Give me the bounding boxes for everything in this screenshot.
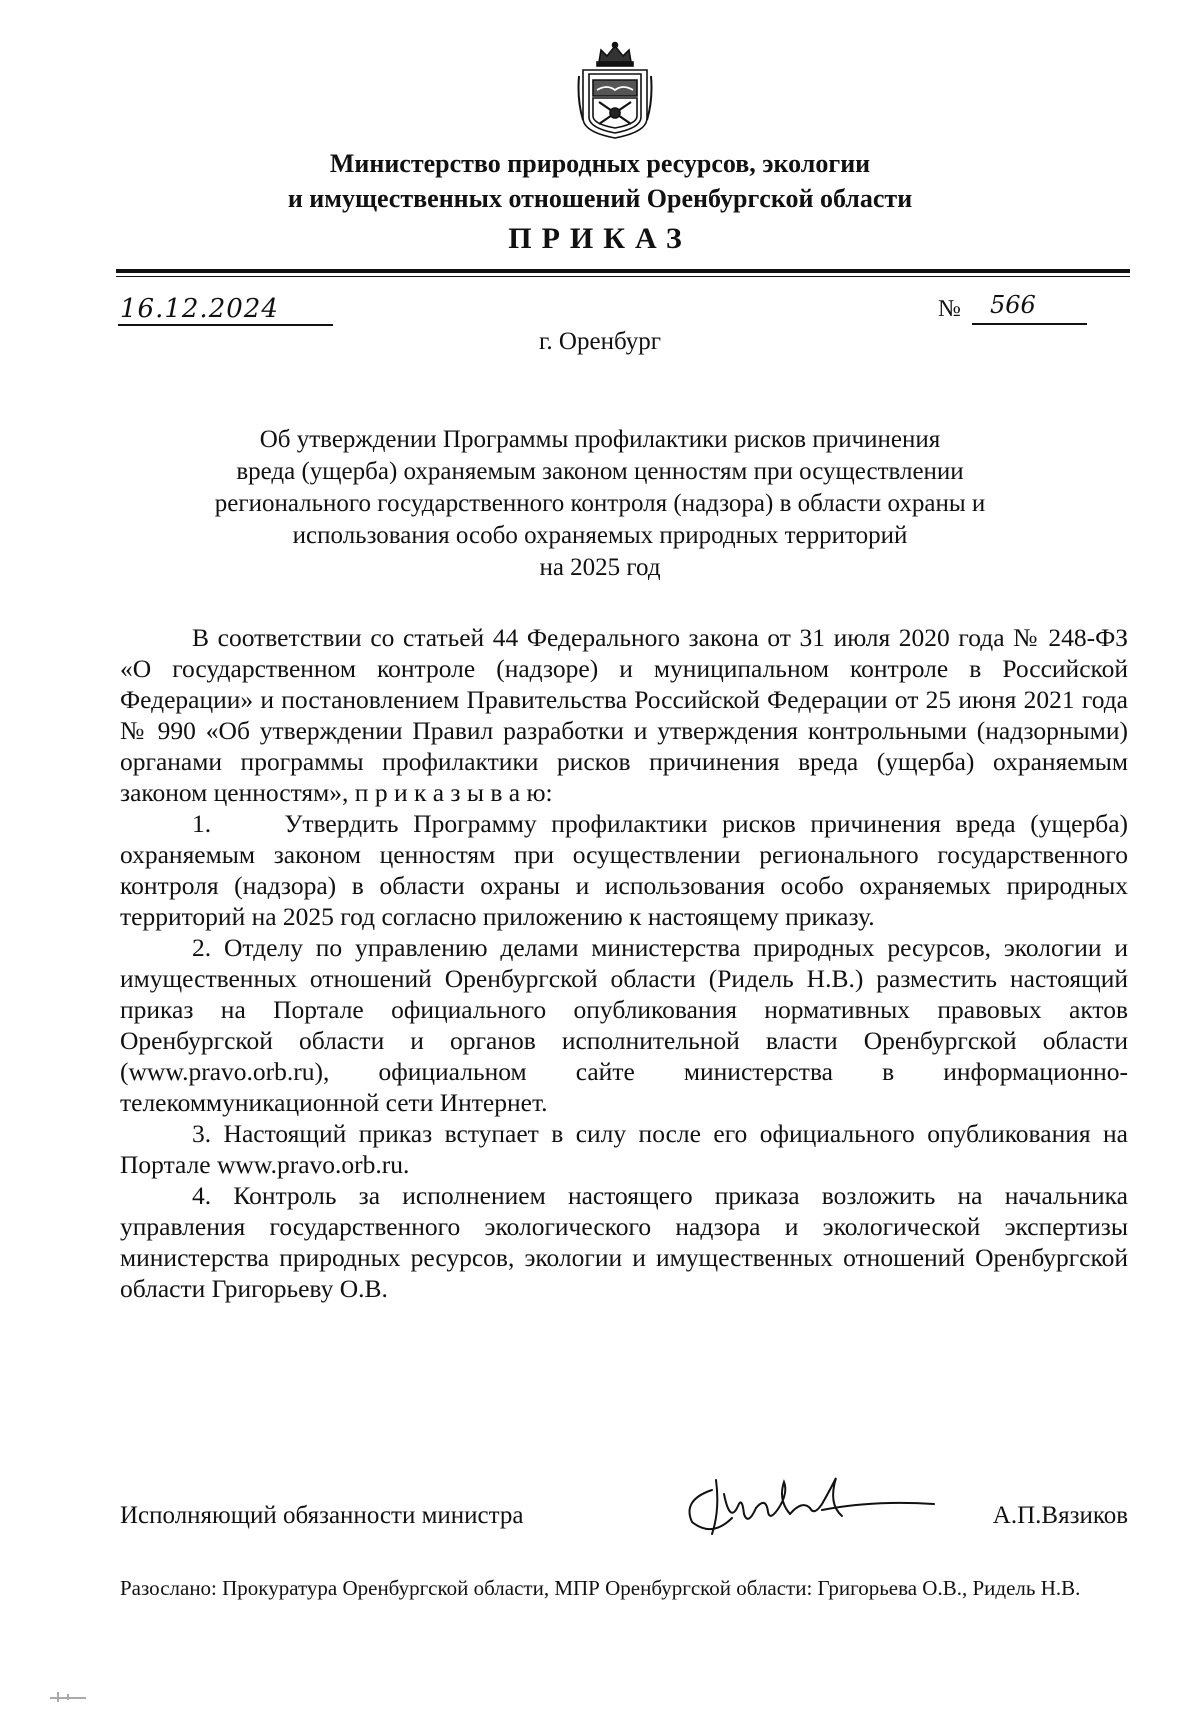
scan-artifact-mark [48, 1688, 88, 1704]
order-item-2: 2. Отделу по управлению делами министерства природных ресурсов, экологии и имущественных отношений Оренбургской области (Ридель Н.В.) разместить настоящий приказ на Портале официального опубликования нормативных правовых актов Оренбургской области и органов исполнительной власти Оренбургской области (www.pravo.orb.ru), официальном сайте министерства в информационно-телекоммуникационной сети Интернет. [120, 933, 1128, 1117]
number-underline [972, 323, 1087, 325]
ministry-name-line1: Министерство природных ресурсов, экологии [329, 149, 871, 178]
order-item-1: 1. Утвердить Программу профилактики рисков причинения вреда (ущерба) охраняемым законом ценностям при осуществлении регионального государственного контроля (надзора) в области охраны и использования особо охраняемых природных территорий на 2025 год согласно приложению к настоящему приказу. [120, 809, 1128, 931]
handwritten-number: 566 [990, 291, 1036, 319]
order-body [120, 622, 1128, 1304]
order-item-4: 4. Контроль за исполнением настоящего приказа возложить на начальника управления государственного экологического надзора и экологической экспертизы министерства природных ресурсов, экологии и имущественных отношений Оренбургской области Григорьеву О.В. [120, 1181, 1128, 1303]
signatory-title: Исполняющий обязанности министра [120, 1502, 524, 1529]
coat-of-arms-icon [577, 40, 653, 140]
preamble-paragraph: В соответствии со статьей 44 Федерального закона от 31 июля 2020 года № 248-ФЗ «О государственном контроле (надзоре) и муниципальном контроле в Российской Федерации» и постановлением Правительства Российской Федерации от 25 июня 2021 года № 990 «Об утверждении Правил разработки и утверждения контрольными (надзорными) органами программы профилактики рисков причинения вреда (ущерба) охраняемым законом ценностям», п р и к а з ы в а ю: [120, 623, 1128, 807]
order-item-3: 3. Настоящий приказ вступает в силу после его официального опубликования на Портале www.pravo.orb.ru. [120, 1119, 1128, 1179]
ministry-name-line2: и имущественных отношений Оренбургской области [287, 184, 913, 213]
signature-block [120, 1500, 1128, 1540]
number-label: № [938, 296, 961, 322]
header-rule [116, 269, 1130, 273]
header-rule-thin [116, 276, 1130, 277]
order-subject: Об утверждении Программы профилактики рисков причинения вреда (ущерба) охраняемым законом ценностям при осуществлении регионального государственного контроля (надзора) в области охраны и использования особо охраняемых природных территорий на 2025 год [214, 426, 986, 581]
signatory-name: А.П.Вязиков [992, 1502, 1128, 1529]
distribution-list: Разослано: Прокуратура Оренбургской области, МПР Оренбургской области: Григорьева О.В., Ридель Н.В. [120, 1576, 1081, 1600]
city: г. Оренбург [539, 328, 661, 355]
handwritten-date: 16.12.2024 [120, 294, 279, 324]
document-type-title: ПРИКАЗ [508, 222, 692, 255]
